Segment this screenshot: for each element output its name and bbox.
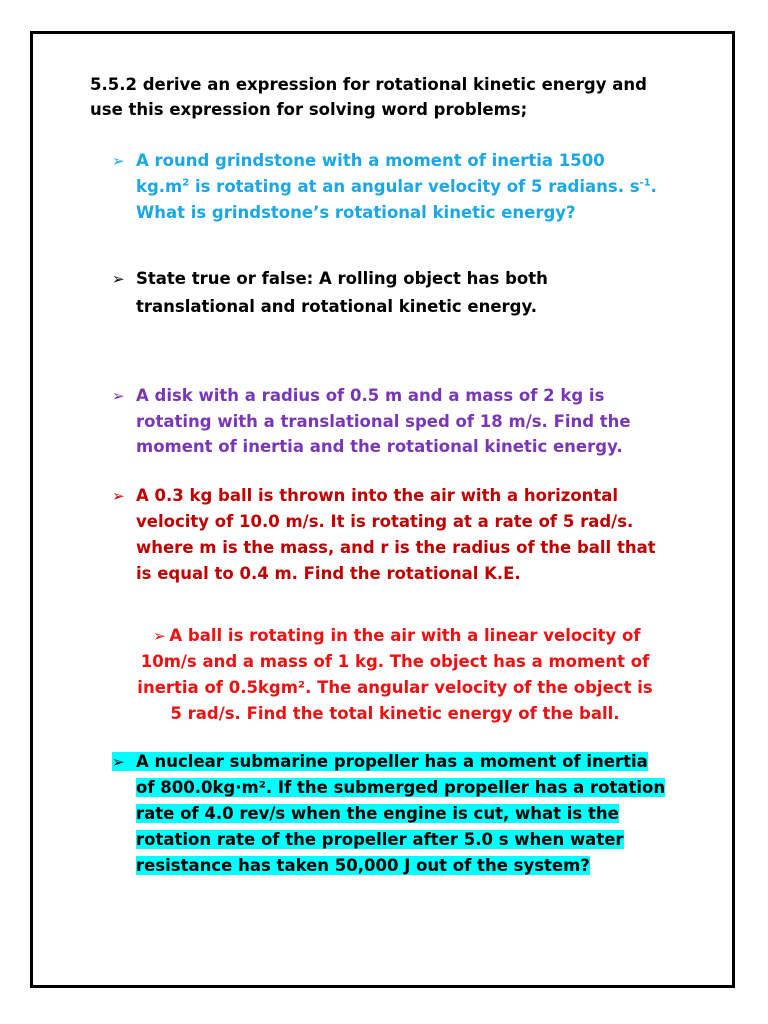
question-thrown-ball <box>112 483 702 587</box>
arrow-bullet-icon: ➢ <box>112 487 125 505</box>
question-line: rotation rate of the propeller after 5.0 s when water <box>136 830 624 849</box>
question-line: What is grindstone’s rotational kinetic energy? <box>136 203 576 222</box>
question-grindstone <box>112 148 692 226</box>
question-line: ➢ A 0.3 kg ball is thrown into the air with a horizontal <box>112 483 702 509</box>
question-true-false <box>112 265 692 321</box>
question-line: resistance has taken 50,000 J out of the system? <box>136 856 590 875</box>
arrow-bullet-icon: ➢ <box>112 387 125 405</box>
question-line: of 800.0kg·m². If the submerged propeller has a rotation <box>136 778 666 797</box>
heading-line-2: use this expression for solving word problems; <box>90 100 528 119</box>
section-heading <box>90 72 690 122</box>
arrow-bullet-icon: ➢ <box>112 270 125 288</box>
question-line: rotating with a translational sped of 18 m/s. Find the <box>136 412 631 431</box>
question-line: inertia of 0.5kgm². The angular velocity of the object is <box>137 678 653 697</box>
question-line: where m is the mass, and r is the radius of the ball that <box>136 538 656 557</box>
question-line: 5 rad/s. Find the total kinetic energy of the ball. <box>170 704 620 723</box>
question-line: 10m/s and a mass of 1 kg. The object has a moment of <box>140 652 650 671</box>
question-disk <box>112 383 692 459</box>
heading-line-1: 5.5.2 derive an expression for rotational kinetic energy and <box>90 75 647 94</box>
arrow-bullet-icon: ➢ <box>112 753 125 771</box>
question-total-ke <box>120 623 670 727</box>
question-line: ➢ State true or false: A rolling object has both <box>112 265 692 293</box>
question-line: translational and rotational kinetic energy. <box>136 297 537 316</box>
question-line: $kg.m^2$ is rotating at an angular velocity of 5 radians. $s^{-1}$. <box>136 177 657 196</box>
question-line: ➢ A ball is rotating in the air with a linear velocity of <box>120 623 670 649</box>
question-line: ➢ A round grindstone with a moment of inertia 1500 <box>112 148 692 174</box>
question-line: rate of 4.0 rev/s when the engine is cut, what is the <box>136 804 619 823</box>
question-line: moment of inertia and the rotational kinetic energy. <box>136 437 623 456</box>
question-line: velocity of 10.0 m/s. It is rotating at a rate of 5 rad/s. <box>136 512 634 531</box>
arrow-bullet-icon: ➢ <box>153 627 166 645</box>
question-line: ➢ A nuclear submarine propeller has a moment of inertia <box>112 749 692 775</box>
arrow-bullet-icon: ➢ <box>112 152 125 170</box>
question-submarine-propeller <box>112 749 692 879</box>
question-line: is equal to 0.4 m. Find the rotational K.E. <box>136 564 521 583</box>
question-line: ➢ A disk with a radius of 0.5 m and a mass of 2 kg is <box>112 383 692 409</box>
